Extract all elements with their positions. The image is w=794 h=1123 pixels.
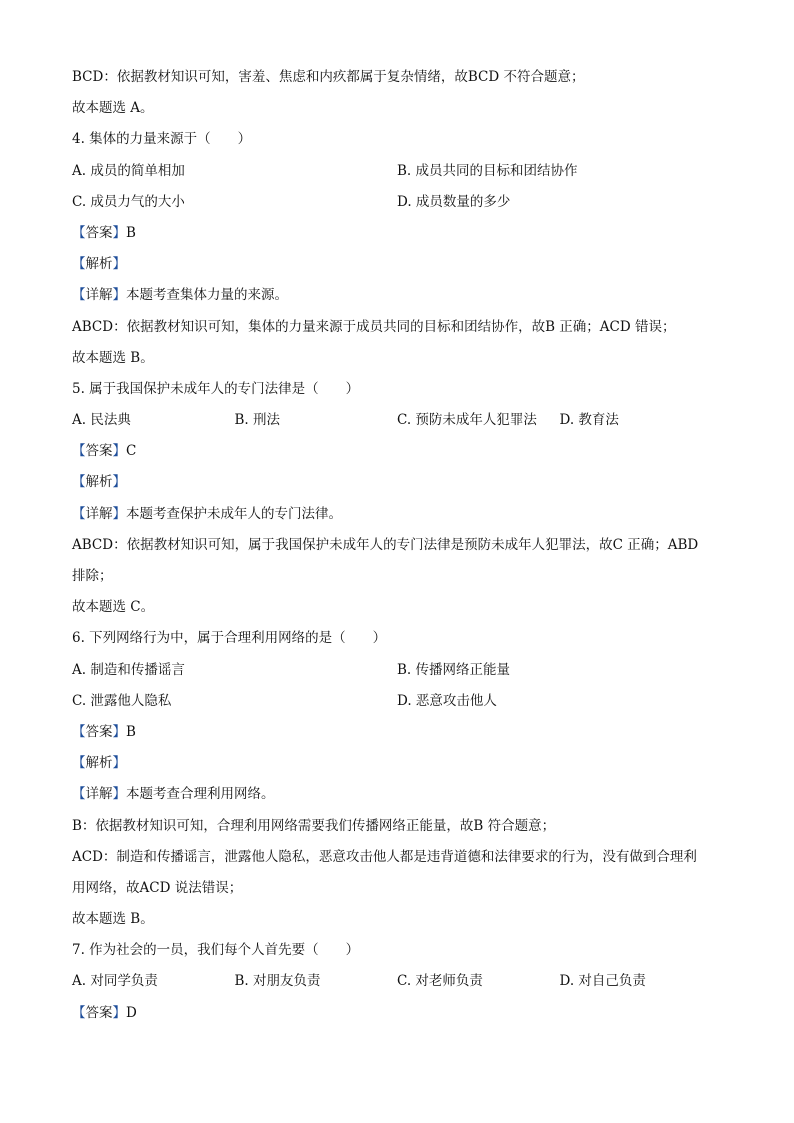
answer-option: A. 对同学负责 — [72, 973, 158, 990]
text-line: 用网络，故ACD 说法错误； — [72, 879, 243, 896]
text-line: ABCD：依据教材知识可知，属于我国保护未成年人的专门法律是预防未成年人犯罪法，故C 正确；ABD — [72, 536, 699, 553]
section-tag: 答案 — [85, 1004, 113, 1021]
text-line: 排除； — [72, 568, 113, 584]
answer-option: A. 成员的简单相加 — [72, 162, 185, 179]
tag-content: 本题考查保护未成年人的专门法律。 — [126, 505, 342, 522]
section-tag: 答案 — [85, 443, 113, 460]
section-tag: 解析 — [85, 474, 113, 491]
bracket-close: 】 — [112, 723, 126, 740]
tagged-line — [72, 436, 722, 467]
bracket-close: 】 — [112, 1004, 126, 1021]
tagged-line — [72, 499, 722, 530]
answer-option: D. 恶意攻击他人 — [397, 692, 497, 709]
bracket-open: 【 — [72, 723, 86, 740]
bracket-close: 】 — [112, 505, 126, 522]
text-line: 5. 属于我国保护未成年人的专门法律是（ ） — [72, 380, 360, 397]
bracket-close: 】 — [112, 474, 126, 491]
bracket-close: 】 — [112, 755, 126, 772]
option-row — [72, 655, 722, 686]
option-row — [72, 686, 722, 717]
text-line: 故本题选 C。 — [72, 599, 155, 616]
tag-content: D — [126, 1004, 137, 1021]
answer-option: D. 教育法 — [559, 412, 619, 429]
answer-option: C. 对老师负责 — [397, 973, 483, 990]
tagged-line — [72, 218, 722, 249]
bracket-open: 【 — [72, 256, 86, 273]
tag-content: B — [126, 224, 136, 241]
answer-option: D. 成员数量的多少 — [397, 193, 511, 210]
answer-option: C. 预防未成年人犯罪法 — [397, 412, 537, 429]
section-tag: 详解 — [85, 505, 113, 522]
text-line: 6. 下列网络行为中，属于合理利用网络的是（ ） — [72, 630, 387, 647]
answer-option: A. 民法典 — [72, 412, 131, 429]
answer-option: A. 制造和传播谣言 — [72, 661, 185, 678]
bracket-close: 】 — [112, 443, 126, 460]
bracket-open: 【 — [72, 1004, 86, 1021]
bracket-close: 】 — [112, 256, 126, 273]
answer-option: B. 传播网络正能量 — [397, 661, 511, 678]
text-line: 7. 作为社会的一员，我们每个人首先要（ ） — [72, 942, 360, 959]
tag-content: C — [126, 443, 137, 460]
document-page — [72, 62, 722, 1029]
tag-content: B — [126, 723, 136, 740]
section-tag: 详解 — [85, 287, 113, 304]
tagged-line — [72, 779, 722, 810]
answer-option: C. 成员力气的大小 — [72, 193, 185, 210]
option-row — [72, 156, 722, 187]
bracket-close: 】 — [112, 786, 126, 803]
section-tag: 答案 — [85, 224, 113, 241]
text-line: 故本题选 A。 — [72, 100, 154, 117]
bracket-open: 【 — [72, 505, 86, 522]
answer-option: B. 刑法 — [234, 412, 281, 429]
bracket-open: 【 — [72, 474, 86, 491]
answer-option: C. 泄露他人隐私 — [72, 692, 172, 709]
answer-option: D. 对自己负责 — [559, 973, 646, 990]
text-line: BCD：依据教材知识可知，害羞、焦虑和内疚都属于复杂情绪，故BCD 不符合题意； — [72, 69, 585, 85]
text-line: ABCD：依据教材知识可知，集体的力量来源于成员共同的目标和团结协作，故B 正确；ACD 错误； — [72, 318, 676, 335]
section-tag: 解析 — [85, 755, 113, 772]
option-row — [72, 966, 722, 997]
text-line: ACD：制造和传播谣言，泄露他人隐私，恶意攻击他人都是违背道德和法律要求的行为，没有做到合理利 — [72, 848, 697, 865]
section-tag: 解析 — [85, 256, 113, 273]
tagged-line — [72, 717, 722, 748]
option-row — [72, 187, 722, 218]
tagged-line — [72, 249, 722, 280]
bracket-open: 【 — [72, 287, 86, 304]
tagged-line — [72, 998, 722, 1029]
bracket-open: 【 — [72, 443, 86, 460]
bracket-open: 【 — [72, 786, 86, 803]
bracket-close: 】 — [112, 224, 126, 241]
tag-content: 本题考查合理利用网络。 — [126, 786, 275, 803]
tag-content: 本题考查集体力量的来源。 — [126, 287, 288, 304]
bracket-close: 】 — [112, 287, 126, 304]
tagged-line — [72, 748, 722, 779]
answer-option: B. 成员共同的目标和团结协作 — [397, 162, 578, 179]
option-row — [72, 405, 722, 436]
text-line: 4. 集体的力量来源于（ ） — [72, 131, 252, 148]
tagged-line — [72, 467, 722, 498]
answer-option: B. 对朋友负责 — [234, 973, 321, 990]
text-line: 故本题选 B。 — [72, 349, 154, 366]
bracket-open: 【 — [72, 755, 86, 772]
text-line: 故本题选 B。 — [72, 911, 154, 928]
section-tag: 答案 — [85, 723, 113, 740]
tagged-line — [72, 280, 722, 311]
text-line: B：依据教材知识可知，合理利用网络需要我们传播网络正能量，故B 符合题意； — [72, 817, 556, 834]
section-tag: 详解 — [85, 786, 113, 803]
bracket-open: 【 — [72, 224, 86, 241]
